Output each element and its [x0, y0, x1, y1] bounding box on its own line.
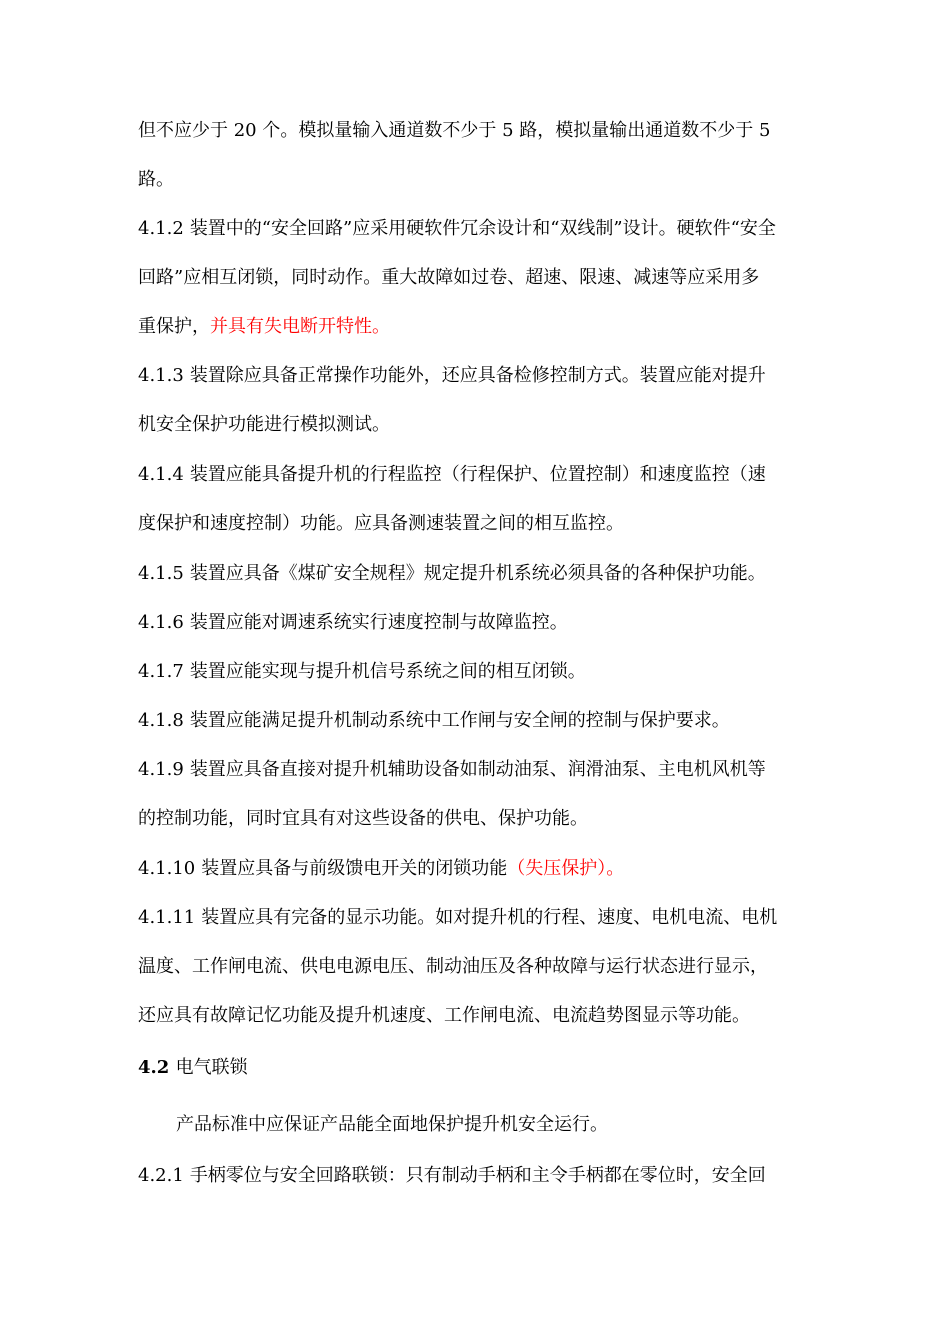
text-line: 装置应能实现与提升机信号系统之间的相互闭锁。 [189, 661, 586, 682]
clause-4-2-1 [138, 1151, 818, 1200]
text-line: 机安全保护功能进行模拟测试。 [138, 414, 390, 435]
clause-4-1-5 [138, 549, 818, 598]
clause-number: 4.1.6 [138, 612, 184, 633]
clause-number: 4.1.5 [138, 563, 184, 584]
clause-4-1-11 [138, 893, 818, 1040]
text-line: 度保护和速度控制）功能。应具备测速装置之间的相互监控。 [138, 513, 624, 534]
clause-number: 4.1.2 [138, 218, 184, 239]
section-intro [138, 1100, 856, 1149]
text-line: 装置应能对调速系统实行速度控制与故障监控。 [189, 612, 568, 633]
text-line: 装置应具有完备的显示功能。如对提升机的行程、速度、电机电流、电机 [201, 907, 778, 928]
clause-number: 4.1.8 [138, 710, 184, 731]
clause-4-1-3 [138, 351, 818, 449]
text-line: 的控制功能，同时宜具有对这些设备的供电、保护功能。 [138, 808, 588, 829]
section-heading-4-2 [138, 1043, 818, 1092]
clause-4-1-8 [138, 696, 818, 745]
clause-4-1-9 [138, 745, 818, 843]
text-line: 装置应能具备提升机的行程监控（行程保护、位置控制）和速度监控（速 [189, 464, 766, 485]
highlighted-text: （失压保护）。 [507, 858, 625, 879]
clause-number: 4.2.1 [138, 1165, 184, 1186]
paragraph-continued [138, 106, 818, 204]
clause-number: 4.1.9 [138, 759, 184, 780]
text-line: 装置应具备直接对提升机辅助设备如制动油泵、润滑油泵、主电机风机等 [189, 759, 766, 780]
clause-number: 4.1.10 [138, 858, 196, 879]
text-line: 装置应具备《煤矿安全规程》规定提升机系统必须具备的各种保护功能。 [189, 563, 766, 584]
highlighted-text: 并具有失电断开特性。 [210, 316, 390, 337]
clause-4-1-7 [138, 647, 818, 696]
clause-number: 4.1.4 [138, 464, 184, 485]
clause-number: 4.1.3 [138, 365, 184, 386]
text-line: 装置应能满足提升机制动系统中工作闸与安全闸的控制与保护要求。 [189, 710, 730, 731]
text-line: 装置中的“安全回路”应采用硬软件冗余设计和“双线制”设计。硬软件“安全 [189, 218, 776, 239]
text-line: 装置除应具备正常操作功能外，还应具备检修控制方式。装置应能对提升 [189, 365, 766, 386]
text-line: 回路”应相互闭锁，同时动作。重大故障如过卷、超速、限速、减速等应采用多 [138, 267, 760, 288]
text-line: 装置应具备与前级馈电开关的闭锁功能 [201, 858, 508, 879]
section-title: 电气联锁 [175, 1057, 248, 1078]
clause-4-1-10 [138, 844, 818, 893]
clause-4-1-4 [138, 450, 818, 548]
text-line: 产品标准中应保证产品能全面地保护提升机安全运行。 [176, 1114, 608, 1135]
text-line: 温度、工作闸电流、供电电源电压、制动油压及各种故障与运行状态进行显示， [138, 956, 768, 977]
text-line: 但不应少于 20 个。模拟量输入通道数不少于 5 路，模拟量输出通道数不少于 5 [138, 120, 771, 141]
clause-4-1-6 [138, 598, 818, 647]
text-line: 手柄零位与安全回路联锁：只有制动手柄和主令手柄都在零位时，安全回 [189, 1165, 766, 1186]
clause-4-1-2 [138, 204, 818, 351]
text-line: 还应具有故障记忆功能及提升机速度、工作闸电流、电流趋势图显示等功能。 [138, 1005, 750, 1026]
text-line: 路。 [138, 169, 174, 190]
text-line: 重保护， [138, 316, 210, 337]
clause-number: 4.1.7 [138, 661, 184, 682]
clause-number: 4.1.11 [138, 907, 196, 928]
section-number: 4.2 [138, 1057, 170, 1078]
